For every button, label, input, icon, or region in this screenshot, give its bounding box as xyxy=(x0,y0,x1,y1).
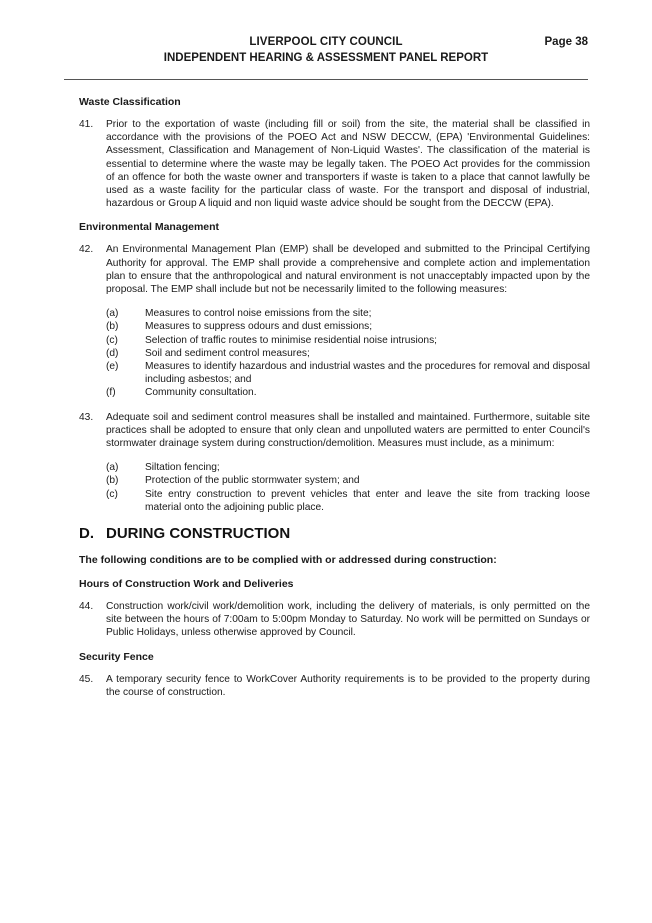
list-item: (a) Siltation fencing; xyxy=(106,462,220,474)
condition-text: A temporary security fence to WorkCover Authority requirements is to be provided to the property during the course of construction. xyxy=(106,673,590,698)
section-lead-text: The following conditions are to be complied with or addressed during construction: xyxy=(79,554,497,567)
heading-security-fence: Security Fence xyxy=(79,650,154,663)
heading-waste-classification: Waste Classification xyxy=(79,96,181,108)
page-number: Page 38 xyxy=(544,36,588,48)
list-item: (c) Selection of traffic routes to minimise residential noise intrusions; xyxy=(106,334,437,346)
condition-number: 44. xyxy=(79,601,94,613)
condition-text: An Environmental Management Plan (EMP) shall be developed and submitted to the Principal Certifying Authority for approval. The EMP shall provide a comprehensive and complete action and implementation plan to ensure that the anthropological and natural environment is not unacceptably impacted upon by the proposal. The EMP shall include but not be necessarily limited to the following measures: xyxy=(106,244,590,296)
condition-43-list xyxy=(106,461,590,514)
condition-text: Construction work/civil work/demolition work, including the delivery of materials, is only permitted on the site between the hours of 7:00am to 5:00pm Monday to Saturday. No work will be permitted on Sundays or Public Holidays, unless otherwise approved by Council. xyxy=(106,601,590,639)
heading-environmental-management: Environmental Management xyxy=(79,221,220,234)
condition-number: 41. xyxy=(79,119,94,130)
list-item: (a) Measures to control noise emissions from the site; xyxy=(106,308,372,320)
condition-42 xyxy=(79,243,590,296)
council-name: LIVERPOOL CITY COUNCIL xyxy=(249,36,403,48)
heading-hours-of-construction: Hours of Construction Work and Deliveries xyxy=(79,578,294,591)
section-heading-d xyxy=(79,525,590,543)
condition-text: Adequate soil and sediment control measures shall be installed and maintained. Furthermore, suitable site practices shall be adopted to ensure that only clean and unpolluted waters are permitted to enter Council's stormwater drainage system during construction/demolition. Measures must include, as a minimum: xyxy=(106,411,590,450)
condition-number: 45. xyxy=(79,673,94,685)
condition-44 xyxy=(79,600,590,640)
condition-number: 42. xyxy=(79,244,94,256)
report-title: INDEPENDENT HEARING & ASSESSMENT PANEL REPORT xyxy=(163,52,489,64)
condition-text: Prior to the exportation of waste (including fill or soil) from the site, the material shall be classified in accordance with the provisions of the POEO Act and NSW DECCW, (EPA) 'Environmental Guidelines: Assessment, Classification and Management of Non-Liquid Wastes'. The classification of the material is essential to determine where the waste may be legally taken. The POEO Act provides for the commission of an offence for both the waste owner and transporters if waste is taken to a place that cannot lawfully be used as a waste facility for the particular class of waste. For the transport and disposal of industrial, hazardous or Group A liquid and non liquid waste advice should be sought from the DECCW (EPA). xyxy=(106,119,590,210)
list-item: (d) Soil and sediment control measures; xyxy=(106,347,310,359)
condition-42-list xyxy=(106,307,590,399)
list-item: (f) Community consultation. xyxy=(106,387,257,399)
condition-43 xyxy=(79,411,590,451)
page-body xyxy=(79,95,590,699)
section-letter: D. xyxy=(79,525,94,543)
header-divider xyxy=(64,79,588,80)
condition-41 xyxy=(79,118,590,210)
list-item: (e) Measures to identify hazardous and industrial wastes and the procedures for removal and disposal including asbestos; and xyxy=(106,361,590,386)
page-header xyxy=(64,36,588,64)
list-item: (c) Site entry construction to prevent vehicles that enter and leave the site from tracking loose material onto the adjoining public place. xyxy=(106,488,590,513)
condition-number: 43. xyxy=(79,411,94,423)
condition-45 xyxy=(79,673,590,699)
section-title: DURING CONSTRUCTION xyxy=(106,525,291,543)
list-item: (b) Measures to suppress odours and dust emissions; xyxy=(106,321,373,333)
list-item: (b) Protection of the public stormwater system; and xyxy=(106,475,360,487)
